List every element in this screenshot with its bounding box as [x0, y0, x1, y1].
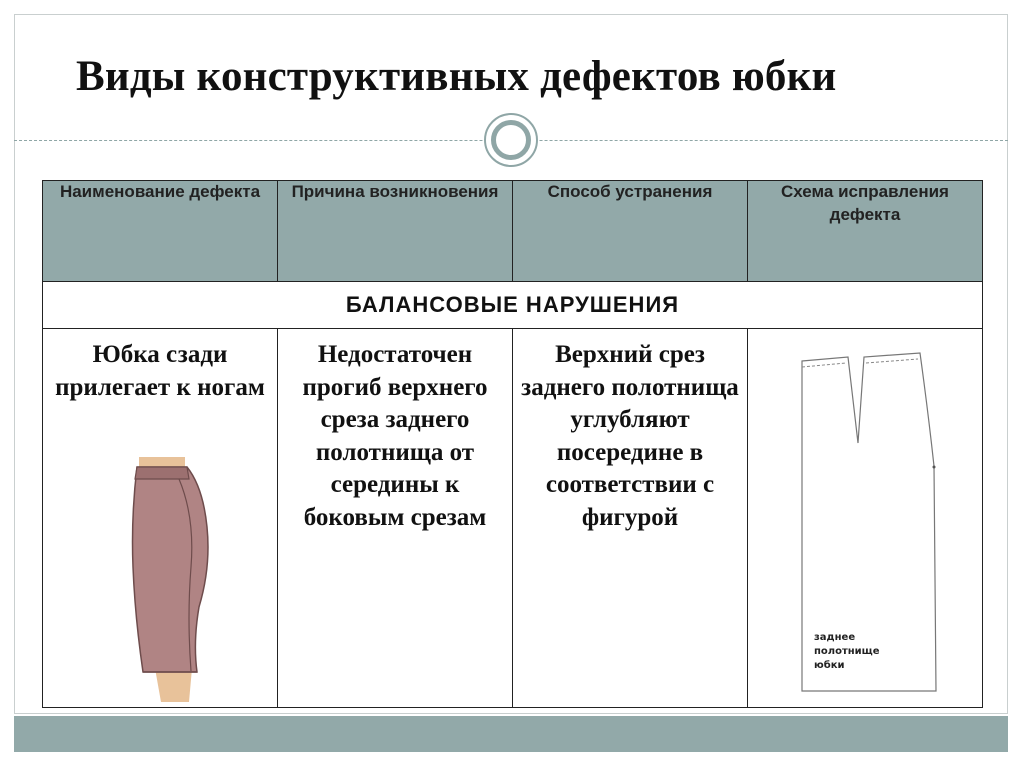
- pattern-label: [814, 631, 880, 673]
- skirt-body: [133, 467, 209, 672]
- section-title: БАЛАНСОВЫЕ НАРУШЕНИЯ: [43, 282, 983, 329]
- skirt-illustration: [131, 457, 221, 702]
- table-header-row: [43, 181, 983, 282]
- remedy-cell: [513, 329, 748, 708]
- pattern-label-line: юбки: [814, 660, 845, 671]
- remedy-text: Верхний срез заднего полотнища углубляют посередине в соответствии с фигурой: [521, 341, 739, 531]
- defect-name-text: Юбка сзади прилегает к ногам: [55, 341, 265, 401]
- pattern-label-line: полотнище: [814, 646, 880, 657]
- skin-waist: [139, 457, 185, 467]
- header-cause: Причина возникновения: [278, 181, 513, 282]
- ring-ornament-inner: [491, 120, 531, 160]
- defects-table: [42, 180, 983, 708]
- header-scheme: Схема исправления дефекта: [748, 181, 983, 282]
- table-row: [43, 329, 983, 708]
- cause-text: Недостаточен прогиб верхнего среза заднего полотнища от середины к боковым срезам: [302, 341, 488, 531]
- header-defect-name: Наименование дефекта: [43, 181, 278, 282]
- pattern-corrected-left: [802, 363, 846, 367]
- header-remedy: Способ устранения: [513, 181, 748, 282]
- slide-title: Виды конструктивных дефектов юбки: [76, 53, 837, 100]
- pattern-marker: [933, 466, 936, 469]
- scheme-cell: [748, 329, 983, 708]
- defect-name-cell: [43, 329, 278, 708]
- skirt-waistband: [135, 467, 189, 479]
- pattern-label-line: заднее: [814, 632, 856, 643]
- section-row: [43, 282, 983, 329]
- pattern-corrected-right: [866, 359, 918, 363]
- cause-cell: [278, 329, 513, 708]
- bottom-bar: [14, 716, 1008, 752]
